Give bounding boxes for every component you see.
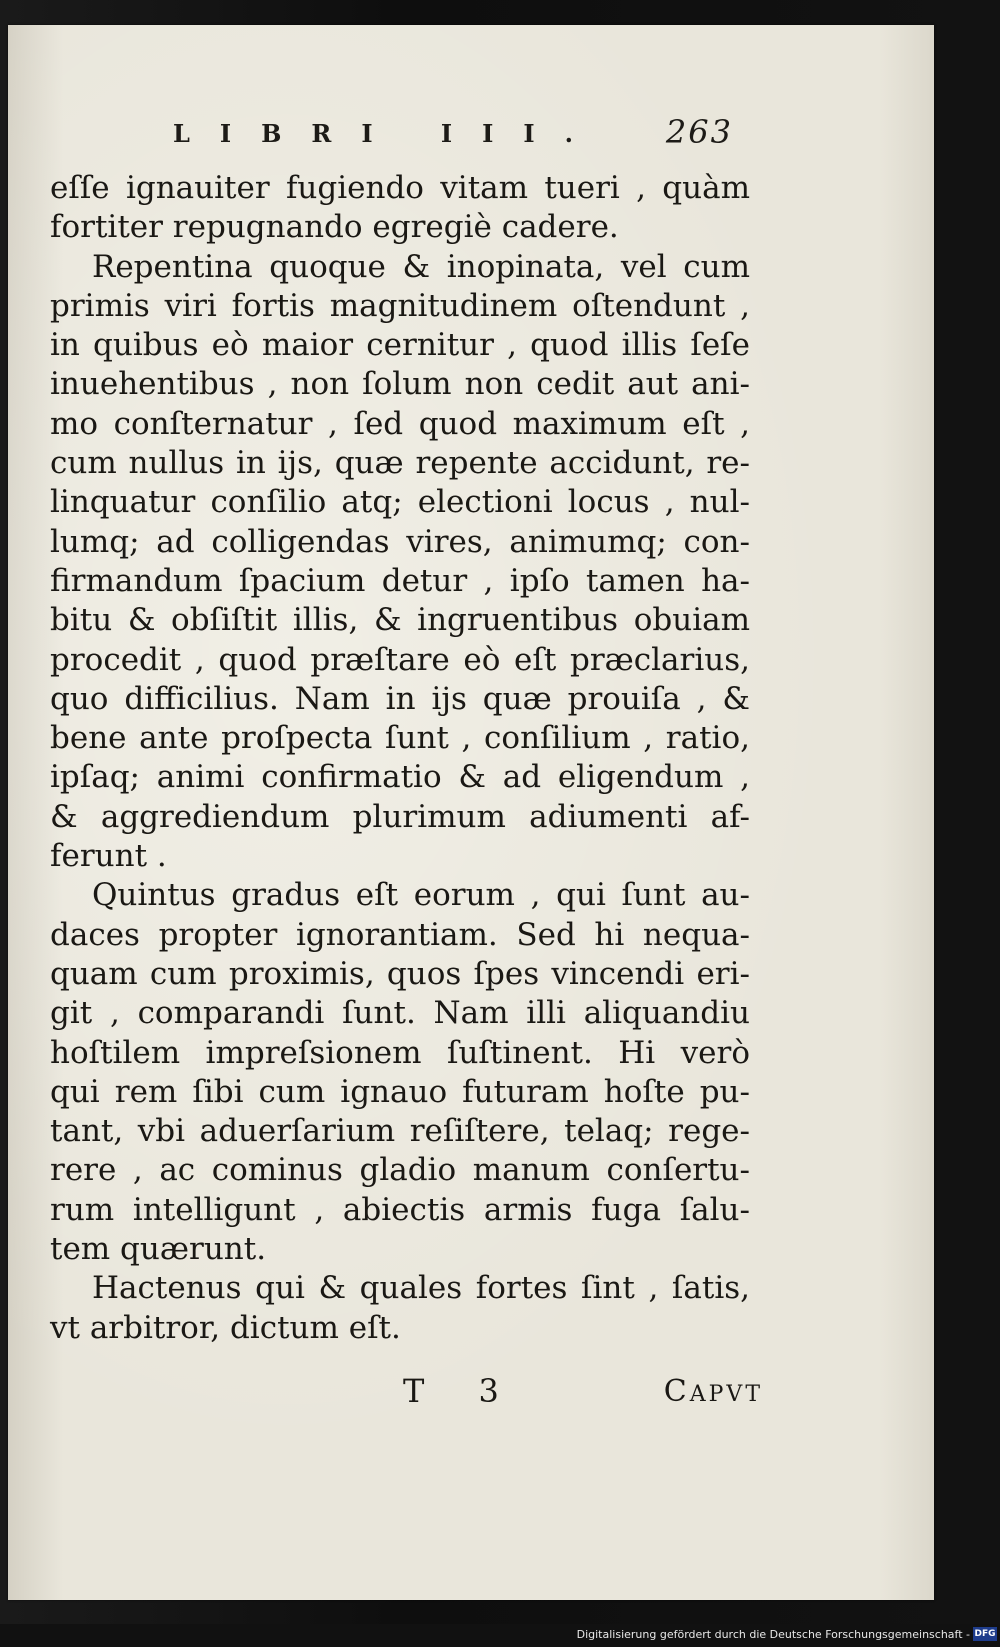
- text-line: vt arbitror, dictum eſt.: [50, 1309, 401, 1346]
- text-line: firmandum ſpacium detur , ipſo tamen ha-: [50, 562, 750, 599]
- text-line: Quintus gradus eſt eorum , qui ſunt au-: [92, 877, 750, 914]
- text-line: lumq; ad colligendas vires, animumq; con-: [50, 523, 750, 560]
- catchword: [664, 1374, 763, 1409]
- signature-mark: T 3: [403, 1372, 521, 1410]
- text-line: ipſaq; animi confirmatio & ad eligendum ,: [50, 759, 750, 796]
- text-line: bitu & obſiſtit illis, & ingruentibus obuiam: [50, 602, 750, 639]
- page-footer: [403, 1372, 763, 1416]
- text-line: fortiter repugnando egregiè cadere.: [50, 209, 619, 246]
- text-line: hoſtilem impreſsionem ſuſtinent. Hi verò: [50, 1034, 750, 1071]
- text-line: git , comparandi ſunt. Nam illi aliquandiu: [50, 995, 750, 1032]
- text-line: linquatur conſilio atq; electioni locus , nul-: [50, 484, 750, 521]
- text-line: procedit , quod præſtare eò eſt præclarius,: [50, 641, 750, 678]
- text-line: ferunt .: [50, 838, 167, 875]
- credit-text: Digitalisierung gefördert durch die Deutsche Forschungsgemeinschaft -: [576, 1628, 970, 1641]
- dfg-logo: DFG: [974, 1629, 996, 1639]
- catchword-rest: APVT: [689, 1382, 763, 1407]
- text-line: & aggrediendum plurimum adiumenti af-: [50, 798, 750, 835]
- body-text: [50, 169, 750, 1348]
- text-line: quam cum proximis, quos ſpes vincendi eri-: [50, 955, 750, 992]
- text-line: rum intelligunt , abiectis armis fuga ſalu-: [50, 1191, 750, 1228]
- text-line: inuehentibus , non ſolum non cedit aut ani-: [50, 366, 750, 403]
- text-line: cum nullus in ijs, quæ repente accidunt, re-: [50, 445, 750, 482]
- text-line: mo conſternatur , ſed quod maximum eſt ,: [50, 405, 750, 442]
- text-line: bene ante proſpecta ſunt , conſilium , ratio,: [50, 720, 750, 757]
- text-line: tant, vbi aduerſarium reſiſtere, telaq; rege-: [50, 1113, 750, 1150]
- running-head: [173, 113, 733, 157]
- page-number: 263: [665, 113, 733, 151]
- running-head-title: LIBRI III.: [173, 119, 603, 148]
- text-line: rere , ac cominus gladio manum conſertu-: [50, 1152, 750, 1189]
- text-line: quo difficilius. Nam in ijs quæ prouiſa , &: [50, 680, 750, 717]
- catchword-initial: C: [663, 1374, 690, 1409]
- text-line: daces propter ignorantiam. Sed hi nequa-: [50, 916, 750, 953]
- text-line: eſſe ignauiter fugiendo vitam tueri , quàm: [50, 170, 750, 206]
- text-line: Repentina quoque & inopinata, vel cum: [92, 248, 750, 285]
- text-line: tem quærunt.: [50, 1231, 267, 1268]
- book-page: [8, 25, 934, 1600]
- text-line: in quibus eò maior cernitur , quod illis ſeſe: [50, 327, 750, 364]
- text-line: Hactenus qui & quales fortes ſint , ſatis,: [92, 1270, 750, 1307]
- text-line: qui rem ſibi cum ignauo futuram hoſte pu-: [50, 1073, 750, 1110]
- text-line: primis viri fortis magnitudinem oſtendunt ,: [50, 287, 750, 324]
